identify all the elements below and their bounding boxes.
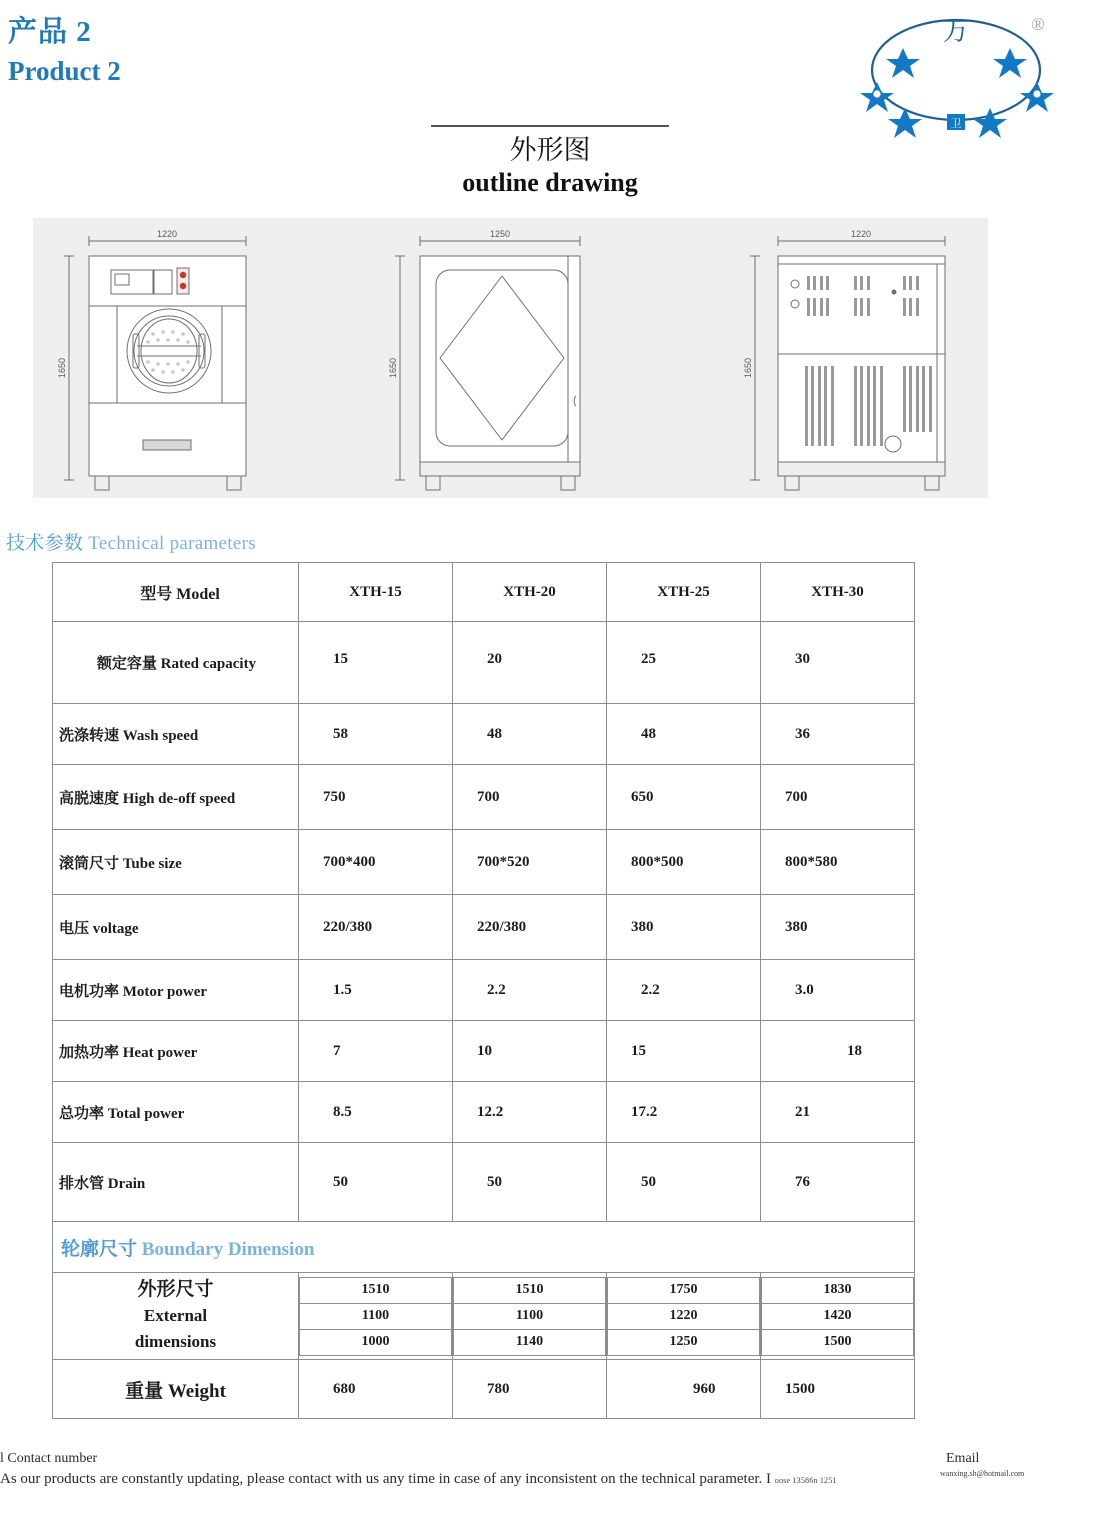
cell-total-power-xth-15: 8.5 <box>299 1082 453 1143</box>
external-dimensions-label-cn: 外形尺寸 <box>137 1279 214 1300</box>
outline-title-cn: 外形图 <box>509 135 591 165</box>
product-title-cn: 产品 2 <box>8 16 92 48</box>
header-model: 型号 Model <box>53 563 299 622</box>
footer-note <box>0 1471 837 1488</box>
drawing-front-view <box>41 218 341 498</box>
star-center-dot-left <box>873 90 880 97</box>
rear-view-width-label: 1220 <box>850 229 872 239</box>
cell-rated-capacity-xth-25: 25 <box>607 622 761 704</box>
specifications-table <box>52 562 915 1419</box>
table-row <box>53 830 915 895</box>
cell-ext-dim-3-xth-15: 1000 <box>300 1329 452 1355</box>
cell-ext-dim-2-xth-20: 1100 <box>454 1303 606 1329</box>
boundary-heading-cn: 轮廓尺寸 <box>61 1238 138 1260</box>
cell-tube-size-xth-25: 800*500 <box>607 830 761 895</box>
cell-ext-dim-1-xth-25: 1750 <box>608 1277 760 1303</box>
cell-motor-power-xth-25: 2.2 <box>607 960 761 1021</box>
cell-motor-power-xth-15: 1.5 <box>299 960 453 1021</box>
logo-character: 万 <box>942 17 970 47</box>
email-label: Email <box>946 1451 980 1466</box>
technical-parameters-heading <box>6 528 256 555</box>
table-row <box>53 704 915 765</box>
cell-weight-xth-20: 780 <box>453 1360 607 1419</box>
footer-phone: oose 13586n 1251 <box>774 1476 837 1485</box>
cell-heat-power-xth-15: 7 <box>299 1021 453 1082</box>
external-dimensions-xth-30 <box>761 1273 915 1360</box>
table-row <box>53 895 915 960</box>
table-row <box>53 960 915 1021</box>
star-icon-top-left <box>886 48 920 78</box>
table-row <box>53 765 915 830</box>
cell-total-power-xth-25: 17.2 <box>607 1082 761 1143</box>
cell-drain-xth-15: 50 <box>299 1143 453 1222</box>
registered-trademark-icon: ® <box>1031 14 1045 34</box>
cell-ext-dim-3-xth-20: 1140 <box>454 1329 606 1355</box>
cell-ext-dim-2-xth-25: 1220 <box>608 1303 760 1329</box>
external-dimensions-xth-25 <box>607 1273 761 1360</box>
cell-ext-dim-1-xth-15: 1510 <box>300 1277 452 1303</box>
table-row <box>53 1082 915 1143</box>
cell-high-de-off-speed-xth-25: 650 <box>607 765 761 830</box>
cell-total-power-xth-20: 12.2 <box>453 1082 607 1143</box>
external-dimensions-xth-15 <box>299 1273 453 1360</box>
row-label-motor-power: 电机功率 Motor power <box>53 960 299 1021</box>
cell-ext-dim-3-xth-30: 1500 <box>762 1329 914 1355</box>
cell-drain-xth-20: 50 <box>453 1143 607 1222</box>
cell-ext-dim-2-xth-15: 1100 <box>300 1303 452 1329</box>
cell-ext-dim-2-xth-30: 1420 <box>762 1303 914 1329</box>
table-row <box>53 1021 915 1082</box>
star-center-dot-right <box>1033 90 1040 97</box>
row-label-total-power: 总功率 Total power <box>53 1082 299 1143</box>
external-dimensions-row <box>53 1273 915 1360</box>
cell-drain-xth-25: 50 <box>607 1143 761 1222</box>
row-label-weight: 重量 Weight <box>53 1360 299 1419</box>
cell-weight-xth-15: 680 <box>299 1360 453 1419</box>
table-header-row <box>53 563 915 622</box>
email-value: wanxing.sh@hotmail.com <box>940 1469 1025 1478</box>
tech-params-heading-en: Technical parameters <box>88 533 256 554</box>
title-divider <box>431 125 669 127</box>
drawing-side-view <box>378 218 638 498</box>
header-xth-20: XTH-20 <box>453 563 607 622</box>
front-view-width-label: 1220 <box>156 229 178 239</box>
cell-weight-xth-30: 1500 <box>761 1360 915 1419</box>
drawing-rear-view <box>733 218 988 498</box>
cell-drain-xth-30: 76 <box>761 1143 915 1222</box>
row-label-tube-size: 滚筒尺寸 Tube size <box>53 830 299 895</box>
row-label-high-de-off-speed: 高脱速度 High de-off speed <box>53 765 299 830</box>
cell-voltage-xth-15: 220/380 <box>299 895 453 960</box>
outline-drawing-title <box>0 125 1100 199</box>
external-dimensions-xth-20 <box>453 1273 607 1360</box>
header-xth-15: XTH-15 <box>299 563 453 622</box>
front-view-height-label: 1650 <box>57 357 67 379</box>
cell-tube-size-xth-30: 800*580 <box>761 830 915 895</box>
boundary-dimension-heading <box>53 1222 915 1273</box>
footer-note-text: As our products are constantly updating, please contact with us any time in case of any inconsistent on the technical parameter. I <box>0 1471 772 1487</box>
boundary-heading-en: Boundary Dimension <box>141 1238 315 1260</box>
row-label-wash-speed: 洗涤转速 Wash speed <box>53 704 299 765</box>
cell-voltage-xth-30: 380 <box>761 895 915 960</box>
header-xth-25: XTH-25 <box>607 563 761 622</box>
table-row <box>53 1143 915 1222</box>
cell-tube-size-xth-15: 700*400 <box>299 830 453 895</box>
external-dimensions-label-en-1: External <box>143 1306 208 1325</box>
cell-motor-power-xth-30: 3.0 <box>761 960 915 1021</box>
cell-ext-dim-3-xth-25: 1250 <box>608 1329 760 1355</box>
cell-wash-speed-xth-30: 36 <box>761 704 915 765</box>
boundary-dimension-heading-row <box>53 1222 915 1273</box>
table-row <box>53 622 915 704</box>
cell-ext-dim-1-xth-30: 1830 <box>762 1277 914 1303</box>
weight-row <box>53 1360 915 1419</box>
cell-voltage-xth-20: 220/380 <box>453 895 607 960</box>
logo-bottom-mark: 卫 <box>950 117 962 130</box>
row-label-external-dimensions <box>53 1273 299 1360</box>
cell-heat-power-xth-25: 15 <box>607 1021 761 1082</box>
header-xth-30: XTH-30 <box>761 563 915 622</box>
cell-motor-power-xth-20: 2.2 <box>453 960 607 1021</box>
rear-view-height-label: 1650 <box>743 357 753 379</box>
cell-heat-power-xth-30: 18 <box>761 1021 915 1082</box>
product-title-en: Product 2 <box>8 56 121 86</box>
cell-tube-size-xth-20: 700*520 <box>453 830 607 895</box>
row-label-heat-power: 加热功率 Heat power <box>53 1021 299 1082</box>
side-view-height-label: 1650 <box>388 357 398 379</box>
cell-rated-capacity-xth-30: 30 <box>761 622 915 704</box>
row-label-rated-capacity: 额定容量 Rated capacity <box>53 622 299 704</box>
outline-drawings-panel <box>33 218 988 498</box>
star-icon-top-right <box>993 48 1027 78</box>
cell-voltage-xth-25: 380 <box>607 895 761 960</box>
cell-rated-capacity-xth-20: 20 <box>453 622 607 704</box>
cell-heat-power-xth-20: 10 <box>453 1021 607 1082</box>
cell-ext-dim-1-xth-20: 1510 <box>454 1277 606 1303</box>
outline-title-en: outline drawing <box>462 168 638 197</box>
cell-wash-speed-xth-25: 48 <box>607 704 761 765</box>
cell-high-de-off-speed-xth-20: 700 <box>453 765 607 830</box>
row-label-drain: 排水管 Drain <box>53 1143 299 1222</box>
cell-total-power-xth-30: 21 <box>761 1082 915 1143</box>
page-title <box>8 14 121 88</box>
cell-wash-speed-xth-15: 58 <box>299 704 453 765</box>
cell-weight-xth-25: 960 <box>607 1360 761 1419</box>
cell-rated-capacity-xth-15: 15 <box>299 622 453 704</box>
external-dimensions-label-en-2: dimensions <box>134 1332 217 1351</box>
row-label-voltage: 电压 voltage <box>53 895 299 960</box>
page-footer <box>0 1451 1100 1513</box>
cell-wash-speed-xth-20: 48 <box>453 704 607 765</box>
cell-high-de-off-speed-xth-15: 750 <box>299 765 453 830</box>
cell-high-de-off-speed-xth-30: 700 <box>761 765 915 830</box>
tech-params-heading-cn: 技术参数 <box>6 533 84 554</box>
side-view-width-label: 1250 <box>489 229 511 239</box>
contact-number-label: l Contact number <box>0 1451 98 1466</box>
